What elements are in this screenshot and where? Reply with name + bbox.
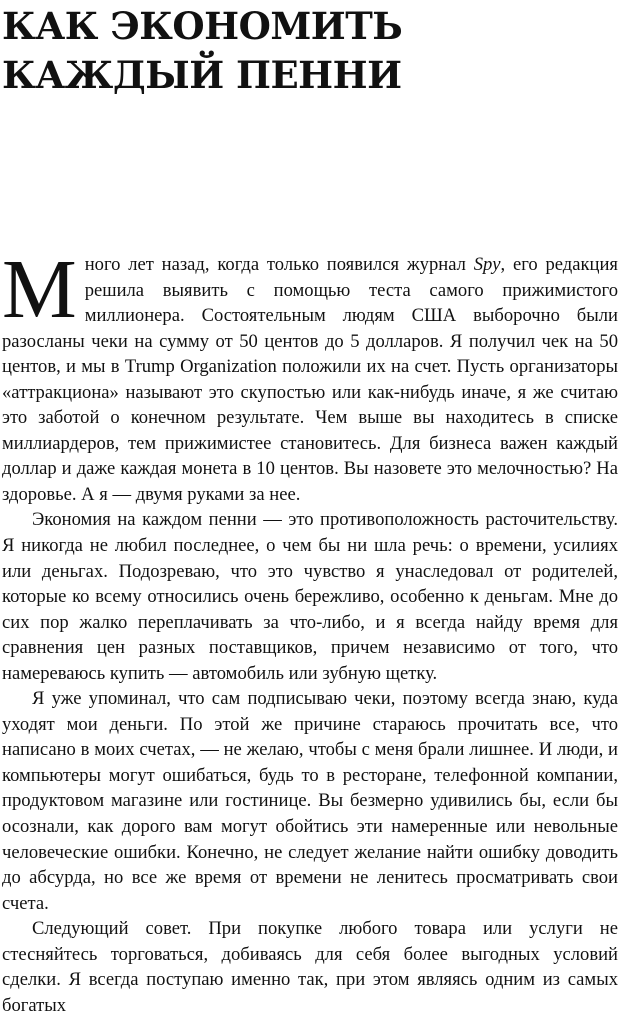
drop-cap: М: [2, 243, 77, 336]
chapter-title: [2, 0, 618, 100]
paragraph-1-text-a: ного лет назад, когда только появился журнал: [84, 254, 474, 275]
chapter-title-line-2: КАЖДЫЙ ПЕННИ: [2, 53, 402, 97]
paragraph-1: [2, 243, 618, 507]
paragraph-2: Экономия на каждом пенни — это противоположность расточительству. Я никогда не любил последнее, о чем бы ни шла речь: о времени, усилиях или деньгах. Подозреваю, что это чувство я унаследовал от родителей, которые ко всему относились очень бережливо, особенно к деньгам. Мне до сих пор жалко переплачивать за что-либо, и я всегда найду время для сравнения цен разных поставщиков, причем независимо от того, что намереваюсь купить — автомобиль или зубную щетку.: [2, 509, 618, 684]
body-text: [2, 243, 618, 1018]
magazine-name: Spy: [473, 254, 501, 275]
chapter-title-line-1: КАК ЭКОНОМИТЬ: [2, 4, 403, 48]
paragraph-4: Следующий совет. При покупке любого товара или услуги не стесняйтесь торговаться, добиваясь для себя более выгодных условий сделки. Я всегда поступаю именно так, при этом являясь одним из самых богатых: [2, 918, 618, 1016]
paragraph-3: Я уже упоминал, что сам подписываю чеки, поэтому всегда знаю, куда уходят мои деньги. По этой же причине стараюсь прочитать все, что написано в моих счетах, — не желаю, чтобы с меня брали лишнее. И люди, и компьютеры могут ошибаться, будь то в ресторане, телефонной компании, продуктовом магазине или гостинице. Вы безмерно удивились бы, если бы осознали, как дорого вам могут обойтись эти намеренные или невольные человеческие ошибки. Конечно, не следует желание найти ошибку доводить до абсурда, но все же время от времени не ленитесь просматривать свои счета.: [2, 688, 618, 914]
paragraph-1-text-b: , его редакция решила выявить с помощью теста самого прижимистого миллионера. Состоятельным людям США выборочно были разосланы чеки на сумму от 50 центов до 5 долларов. Я получил чек на 50 центов, и мы в Trump Organization положили их на счет. Пусть организаторы «аттракциона» называют это скупостью или как-нибудь иначе, я же считаю это заботой о конечном результате. Чем выше вы находитесь в списке миллиардеров, тем прижимистее становитесь. Для бизнеса важен каждый доллар и даже каждая монета в 10 центов. Вы назовете это мелочностью? На здоровье. А я — двумя руками за нее.: [2, 254, 618, 505]
